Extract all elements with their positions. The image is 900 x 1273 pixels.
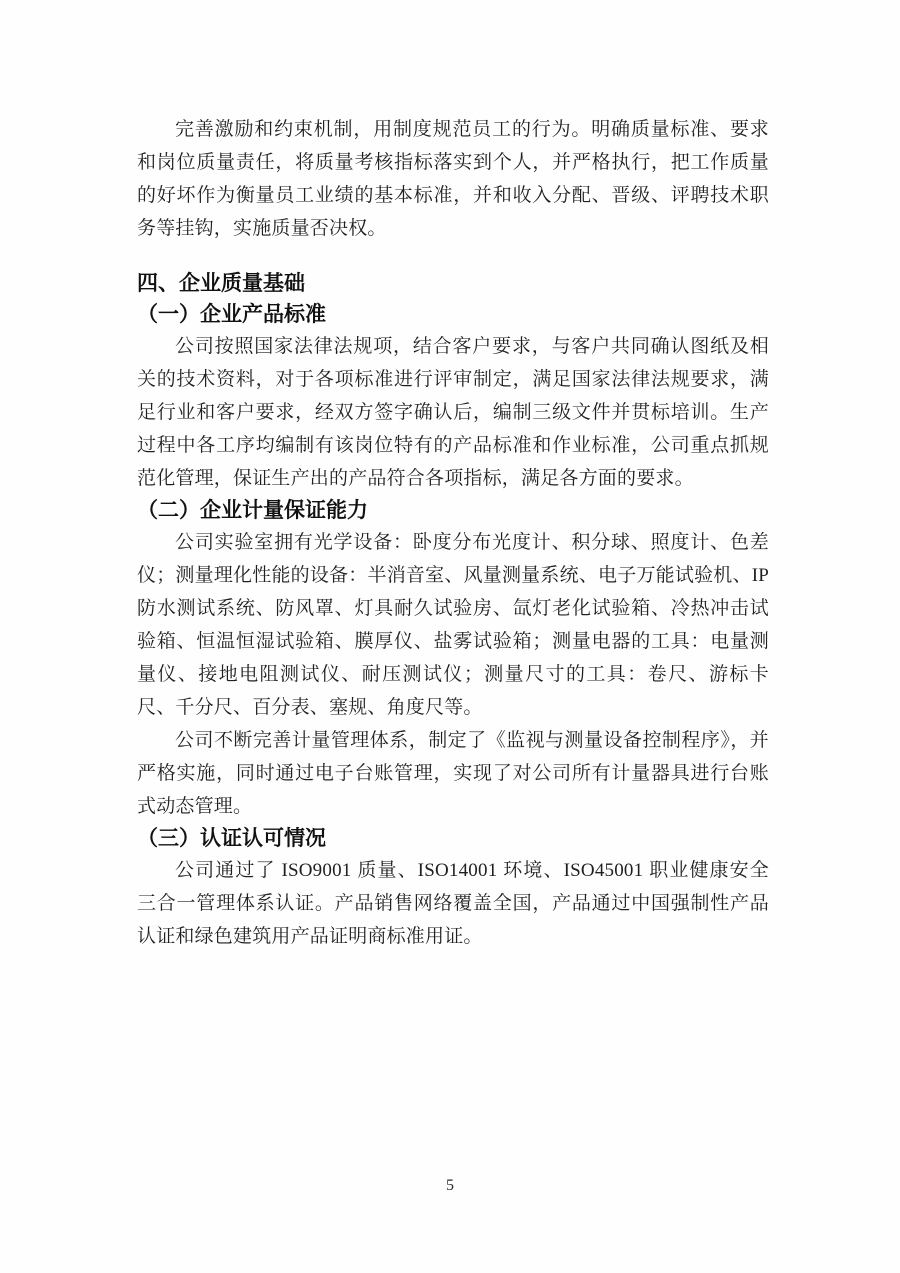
section-heading: 四、企业质量基础 [137,272,305,295]
body-paragraph: 公司实验室拥有光学设备：卧度分布光度计、积分球、照度计、色差仪；测量理化性能的设备：半消音室、风量测量系统、电子万能试验机、IP 防水测试系统、防风罩、灯具耐久试验房、氙灯老化试验箱、冷热冲击试验箱、恒温恒湿试验箱、膜厚仪、盐雾试验箱；测量电器的工具：电量测量仪、接地电阻测试仪、耐压测试仪；测量尺寸的工具：卷尺、游标卡尺、千分尺、百分表、塞规、角度尺等。 [137,532,769,718]
page-number: 5 [446,1177,454,1194]
document-content [137,113,769,953]
subsection-heading-metrology-capability: （二）企业计量保证能力 [137,499,368,522]
subsection-heading-product-standards: （一）企业产品标准 [137,303,326,326]
intro-paragraph: 完善激励和约束机制，用制度规范员工的行为。明确质量标准、要求和岗位质量责任，将质量考核指标落实到个人，并严格执行，把工作质量的好坏作为衡量员工业绩的基本标准，并和收入分配、晋级、评聘技术职务等挂钩，实施质量否决权。 [137,119,769,239]
body-paragraph: 公司通过了 ISO9001 质量、ISO14001 环境、ISO45001 职业健康安全三合一管理体系认证。产品销售网络覆盖全国，产品通过中国强制性产品认证和绿色建筑用产品证明商标准用证。 [137,860,769,947]
subsection-heading-certification-status: （三）认证认可情况 [137,827,326,850]
body-paragraph: 公司不断完善计量管理体系，制定了《监视与测量设备控制程序》，并严格实施，同时通过电子台账管理，实现了对公司所有计量器具进行台账式动态管理。 [137,730,769,817]
body-paragraph: 公司按照国家法律法规项，结合客户要求，与客户共同确认图纸及相关的技术资料，对于各项标准进行评审制定，满足国家法律法规要求，满足行业和客户要求，经双方签字确认后，编制三级文件并贯标培训。生产过程中各工序均编制有该岗位特有的产品标准和作业标准，公司重点抓规范化管理，保证生产出的产品符合各项指标，满足各方面的要求。 [137,336,769,489]
